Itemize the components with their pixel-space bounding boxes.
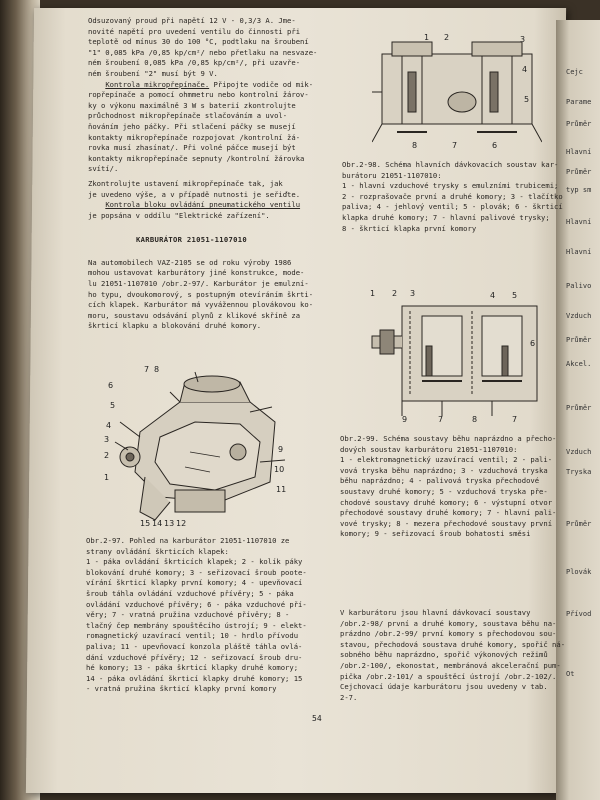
text-line: ňováním jeho páčky. Při stlačení páčky se musejí	[88, 121, 296, 131]
caption-line: dání vzduchové přívěry; 12 - seřizovací šroub dru-	[86, 652, 303, 662]
fig98-label: 3	[520, 35, 526, 44]
fig97-label: 12	[176, 519, 187, 528]
caption-line: paliva; 11 - upevňovací konzola pláště táhla ovlá-	[86, 641, 303, 651]
edge-fragment: Vzduch	[566, 312, 592, 320]
caption-line: vová tryska běhu naprázdno; 3 - vzduchová tryska	[340, 465, 548, 475]
fig97-label: 11	[276, 485, 287, 494]
page-number: 54	[312, 714, 322, 723]
caption-line: Obr.2-97. Pohled na karburátor 21051-1107010 ze	[86, 536, 290, 545]
caption-line: šroub táhla ovládání vzduchové přívěry; 5 - páka	[86, 588, 294, 598]
figure-2-97	[100, 362, 300, 532]
edge-fragment: typ sm	[566, 186, 592, 194]
edge-fragment: Cejc	[566, 68, 583, 76]
switch-check-title: Kontrola mikropřepínače.	[105, 79, 210, 89]
edge-fragment: Vzduch	[566, 448, 592, 456]
fig98-label: 4	[522, 65, 528, 74]
fig97-label: 8	[154, 365, 160, 374]
edge-fragment: Průměr	[566, 336, 592, 344]
fig97-label: 3	[104, 435, 110, 444]
left-column	[88, 16, 328, 332]
edge-fragment: Hlavní	[566, 218, 592, 226]
text-line: ky o výkonu maximálně 3 W s baterií zkontrolujte	[88, 100, 296, 110]
caption-line: 1 - hlavní vzduchové trysky s emulzními trubicemi;	[342, 181, 559, 191]
text-line: Na automobilech VAZ-2105 se od roku výroby 1986	[88, 257, 292, 267]
caption-line: běhu naprázdno; 4 - palivová tryska přechodové	[340, 476, 540, 486]
edge-fragment: Hlavní	[566, 248, 592, 256]
caption-line: Obr.2-99. Schéma soustavy běhu naprázdno a přecho-	[340, 434, 557, 443]
text-line: svítí/.	[88, 164, 119, 174]
fig97-label: 10	[274, 465, 285, 474]
edge-fragment: Palivo	[566, 282, 592, 290]
fig97-label: 6	[108, 381, 114, 390]
caption-line: 2 - rozprašovače první a druhé komory; 3 - tlačítko	[342, 191, 563, 201]
block-check-title: Kontrola bloku ovládání pneumatického ventilu	[105, 200, 301, 210]
text-line: pička /obr.2-101/ a spouštěcí ústrojí /obr.2-102/.	[340, 671, 557, 681]
text-line: stavou, přechodová soustava druhé komory, spořič ná-	[340, 639, 566, 649]
edge-fragment: Průměr	[566, 404, 592, 412]
caption-line: dových soustav karburátoru 21051-1107010:	[340, 444, 518, 454]
fig99-label: 9	[402, 415, 408, 424]
edge-fragment: Průměr	[566, 168, 592, 176]
edge-fragment: Parame	[566, 98, 592, 106]
figure-2-99	[362, 286, 542, 426]
edge-fragment: Průměr	[566, 520, 592, 528]
caption-line: paliva; 4 - jehlový ventil; 5 - plovák; 6 - škrticí	[342, 202, 563, 212]
caption-line: vové trysky; 8 - mezera přechodové soustavy první	[340, 518, 553, 528]
caption-2-99	[340, 434, 556, 540]
text-line: je popsána v oddílu "Elektrické zařízení".	[88, 210, 270, 220]
caption-line: 1 - páka ovládání škrticích klapek; 2 - kolík páky	[86, 557, 303, 567]
caption-line: tlačný čep membrány spouštěcího ústrojí; 9 - elekt-	[86, 620, 307, 630]
edge-fragment: Plovák	[566, 568, 592, 576]
text-line: V karburátoru jsou hlavní dávkovací soustavy	[340, 608, 531, 617]
fig99-label: 7	[512, 415, 518, 424]
text-line: Odsuzovaný proud při napětí 12 V - 0,3/3 A. Jme-	[88, 16, 296, 25]
text-line: Zkontrolujte ustavení mikropřepínače tak, jak	[88, 178, 283, 188]
right-body-text	[340, 608, 565, 703]
caption-2-98	[342, 160, 563, 234]
fig97-label: 15	[140, 519, 151, 528]
caption-line: ovládání vzduchové přívěry; 6 - páka vzduchové pří-	[86, 599, 307, 609]
text-line: sobného běhu naprázdno, spořič výkonových režimů	[340, 650, 548, 660]
fig99-label: 3	[410, 289, 416, 298]
fig97-label: 4	[106, 421, 112, 430]
switch-check-line	[88, 80, 328, 91]
caption-line: soustavy druhé komory; 5 - vzduchová tryska pře-	[340, 486, 548, 496]
text-line: /obr.2-98/ první a druhé komory, soustava běhu na-	[340, 618, 557, 628]
text-line: Připojte vodiče od mik-	[213, 79, 314, 89]
edge-fragment: Hlavní	[566, 148, 592, 156]
text-line: cích klapek. Karburátor má vyvážennou plovákovou ko-	[88, 300, 314, 310]
text-line: ném šroubení "2" musí být 9 V.	[88, 68, 218, 78]
caption-line: hé komory; 13 - páka škrticí klapky druhé komory;	[86, 663, 299, 673]
text-line: ropřepínače a pomocí ohmmetru nebo kontrolní žárov-	[88, 90, 309, 100]
fig99-label: 7	[438, 415, 444, 424]
fig99-label: 1	[370, 289, 376, 298]
fig97-label: 2	[104, 451, 110, 460]
fig98-label: 2	[444, 33, 450, 42]
fig97-label: 14	[152, 519, 163, 528]
edge-fragment: Přívod	[566, 610, 592, 618]
edge-fragment: Tryska	[566, 468, 592, 476]
caption-line: 8 - škrticí klapka první komory	[342, 223, 477, 233]
figure-2-98	[372, 32, 542, 152]
text-line: prázdno /obr.2-99/ první komory s přechodovou sou-	[340, 629, 557, 639]
caption-line: romagnetický uzavírací ventil; 10 - hrdlo přívodu	[86, 631, 299, 641]
text-line: novité napětí pro uvedení ventilu do činnosti při	[88, 26, 301, 36]
text-line: lu 21051-1107010 /obr.2-97/. Karburátor je emulzní-	[88, 279, 309, 289]
block-check-line	[88, 200, 328, 211]
caption-line: věry; 7 - vratná pružina vzduchové přívěry; 8 -	[86, 610, 290, 620]
caption-line: komory; 9 - seřizovací šroub bohatosti směsi	[340, 529, 531, 539]
fig98-label: 5	[524, 95, 530, 104]
text-line: 2-7.	[340, 692, 358, 702]
fig98-label: 1	[424, 33, 430, 42]
fig99-label: 8	[472, 415, 478, 424]
caption-line: chodové soustavy druhé komory; 6 - výstupní otvor	[340, 497, 553, 507]
caption-line: 1 - elektromagnetický uzavírací ventil; 2 - pali-	[340, 455, 553, 465]
caption-line: přechodové soustavy druhé komory; 7 - hlavní pali-	[340, 508, 557, 518]
caption-line: Obr.2-98. Schéma hlavních dávkovacích soustav kar-	[342, 160, 559, 169]
text-line: Cejchovací údaje karburátoru jsou uvedeny v tab.	[340, 682, 548, 692]
fig97-label: 9	[278, 445, 284, 454]
edge-fragment: Průměr	[566, 120, 592, 128]
text-line: rovka musí zhasínat/. Při volné páčce musejí být	[88, 143, 296, 153]
fig99-label: 2	[392, 289, 398, 298]
fig97-label: 13	[164, 519, 175, 528]
caption-line: - vratná pružina škrticí klapky první komory	[86, 684, 277, 694]
fig97-label: 1	[104, 473, 110, 482]
fig99-label: 6	[530, 339, 536, 348]
fig98-label: 6	[492, 141, 498, 150]
text-line: mohou ustavovat karburátory jiné konstrukce, mode-	[88, 268, 305, 278]
fig97-label: 5	[110, 401, 116, 410]
text-line: kontakty mikropřepínače sepnuty /kontrolní žárovka	[88, 153, 305, 163]
edge-fragment: Akcel.	[566, 360, 592, 368]
fig97-label: 7	[144, 365, 150, 374]
caption-line: vírání škrticí klapky první komory; 4 - upevňovací	[86, 578, 303, 588]
fig99-label: 5	[512, 291, 518, 300]
caption-line: blokování druhé komory; 3 - seřizovací šroub poote-	[86, 567, 307, 577]
text-line: je uvedeno výše, a v případě nutnosti je seřiďte.	[88, 189, 301, 199]
caption-line: klapka druhé komory; 7 - hlavní palivové trysky;	[342, 212, 550, 222]
fig98-label: 8	[412, 141, 418, 150]
text-line: /obr.2-100/, ekonostat, membránová akcelerační pum-	[340, 660, 561, 670]
text-line: ném šroubení 0,085 kPa /0,85 kp/cm²/, při uzavře-	[88, 58, 301, 68]
caption-line: burátoru 21051-1107010:	[342, 170, 442, 180]
text-line: průchodnost mikropřepínače stlačováním a uvol-	[88, 111, 288, 121]
caption-line: 14 - páka ovládání škrticí klapky druhé komory; 15	[86, 673, 303, 683]
section-heading: KARBURÁTOR 21051-1107010	[136, 235, 248, 245]
caption-2-97	[86, 536, 307, 695]
text-line: "1" 0,085 kPa /0,85 kp/cm²/ nebo přetlaku na nesvaze-	[88, 47, 318, 57]
edge-fragment: Ot	[566, 670, 575, 678]
fig99-label: 4	[490, 291, 496, 300]
fig98-label: 7	[452, 141, 458, 150]
text-line: ho typu, dvoukomorový, s postupným otevíráním škrti-	[88, 289, 314, 299]
text-line: teplotě od mínus 30 do 100 °C, podtlaku na šroubení	[88, 37, 309, 47]
text-line: škrticí klapku a blokování druhé komory.	[88, 321, 262, 331]
caption-line: strany ovládání škrticích klapek:	[86, 546, 229, 556]
text-line: moru, soustavu odsávání plynů z klikové skříně za	[88, 310, 301, 320]
text-line: kontakty mikropřepínače rozpojovat /kontrolní žá-	[88, 132, 301, 142]
